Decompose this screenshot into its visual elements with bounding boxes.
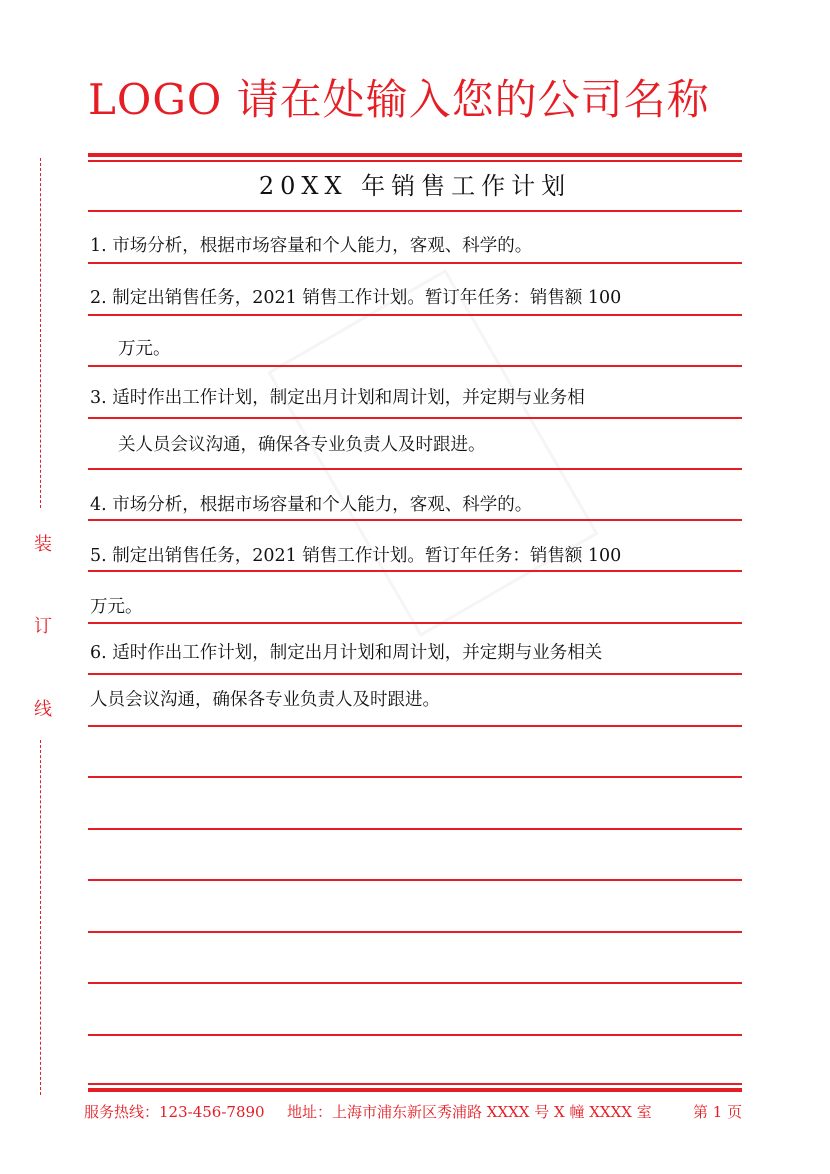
binding-dash bbox=[40, 158, 41, 508]
binding-dash bbox=[40, 740, 41, 1095]
ruled-line bbox=[88, 572, 742, 624]
header-rule-thick bbox=[88, 153, 742, 157]
ruled-line bbox=[88, 778, 742, 830]
company-title: LOGO 请在处输入您的公司名称 bbox=[88, 75, 710, 124]
plan-item-text: 万元。 bbox=[90, 597, 143, 617]
ruled-line bbox=[88, 315, 742, 367]
ruled-line bbox=[88, 984, 742, 1036]
plan-item-text: 关人员会议沟通，确保各专业负责人及时跟进。 bbox=[118, 435, 486, 455]
ruled-line bbox=[88, 932, 742, 984]
binding-char: 装 bbox=[34, 534, 52, 555]
ruled-line bbox=[88, 881, 742, 933]
footer-hotline: 服务热线：123-456-7890 bbox=[84, 1103, 265, 1121]
plan-item-text: 万元。 bbox=[118, 339, 171, 359]
ruled-line bbox=[88, 726, 742, 778]
footer-address: 地址：上海市浦东新区秀浦路 XXXX 号 X 幢 XXXX 室 bbox=[287, 1103, 652, 1121]
binding-char: 订 bbox=[34, 616, 52, 637]
document-title: 20XX 年销售工作计划 bbox=[258, 172, 572, 200]
binding-char: 线 bbox=[34, 699, 52, 720]
plan-item-text: 3. 适时作出工作计划，制定出月计划和周计划，并定期与业务相 bbox=[90, 388, 585, 408]
footer-rule-thin bbox=[88, 1083, 742, 1085]
plan-item-text: 人员会议沟通，确保各专业负责人及时跟进。 bbox=[90, 690, 440, 710]
footer-rule-thick bbox=[88, 1088, 742, 1092]
plan-item-text: 5. 制定出销售任务，2021 销售工作计划。暂订年任务：销售额 100 bbox=[90, 546, 622, 566]
plan-item-text: 2. 制定出销售任务，2021 销售工作计划。暂订年任务：销售额 100 bbox=[90, 288, 622, 308]
plan-item-text: 6. 适时作出工作计划，制定出月计划和周计划，并定期与业务相关 bbox=[90, 643, 603, 663]
ruled-line bbox=[88, 829, 742, 881]
plan-item-text: 1. 市场分析，根据市场容量和个人能力，客观、科学的。 bbox=[90, 236, 533, 256]
ruled-line bbox=[88, 160, 742, 212]
footer-page-number: 第 1 页 bbox=[693, 1103, 743, 1121]
plan-item-text: 4. 市场分析，根据市场容量和个人能力，客观、科学的。 bbox=[90, 495, 533, 515]
